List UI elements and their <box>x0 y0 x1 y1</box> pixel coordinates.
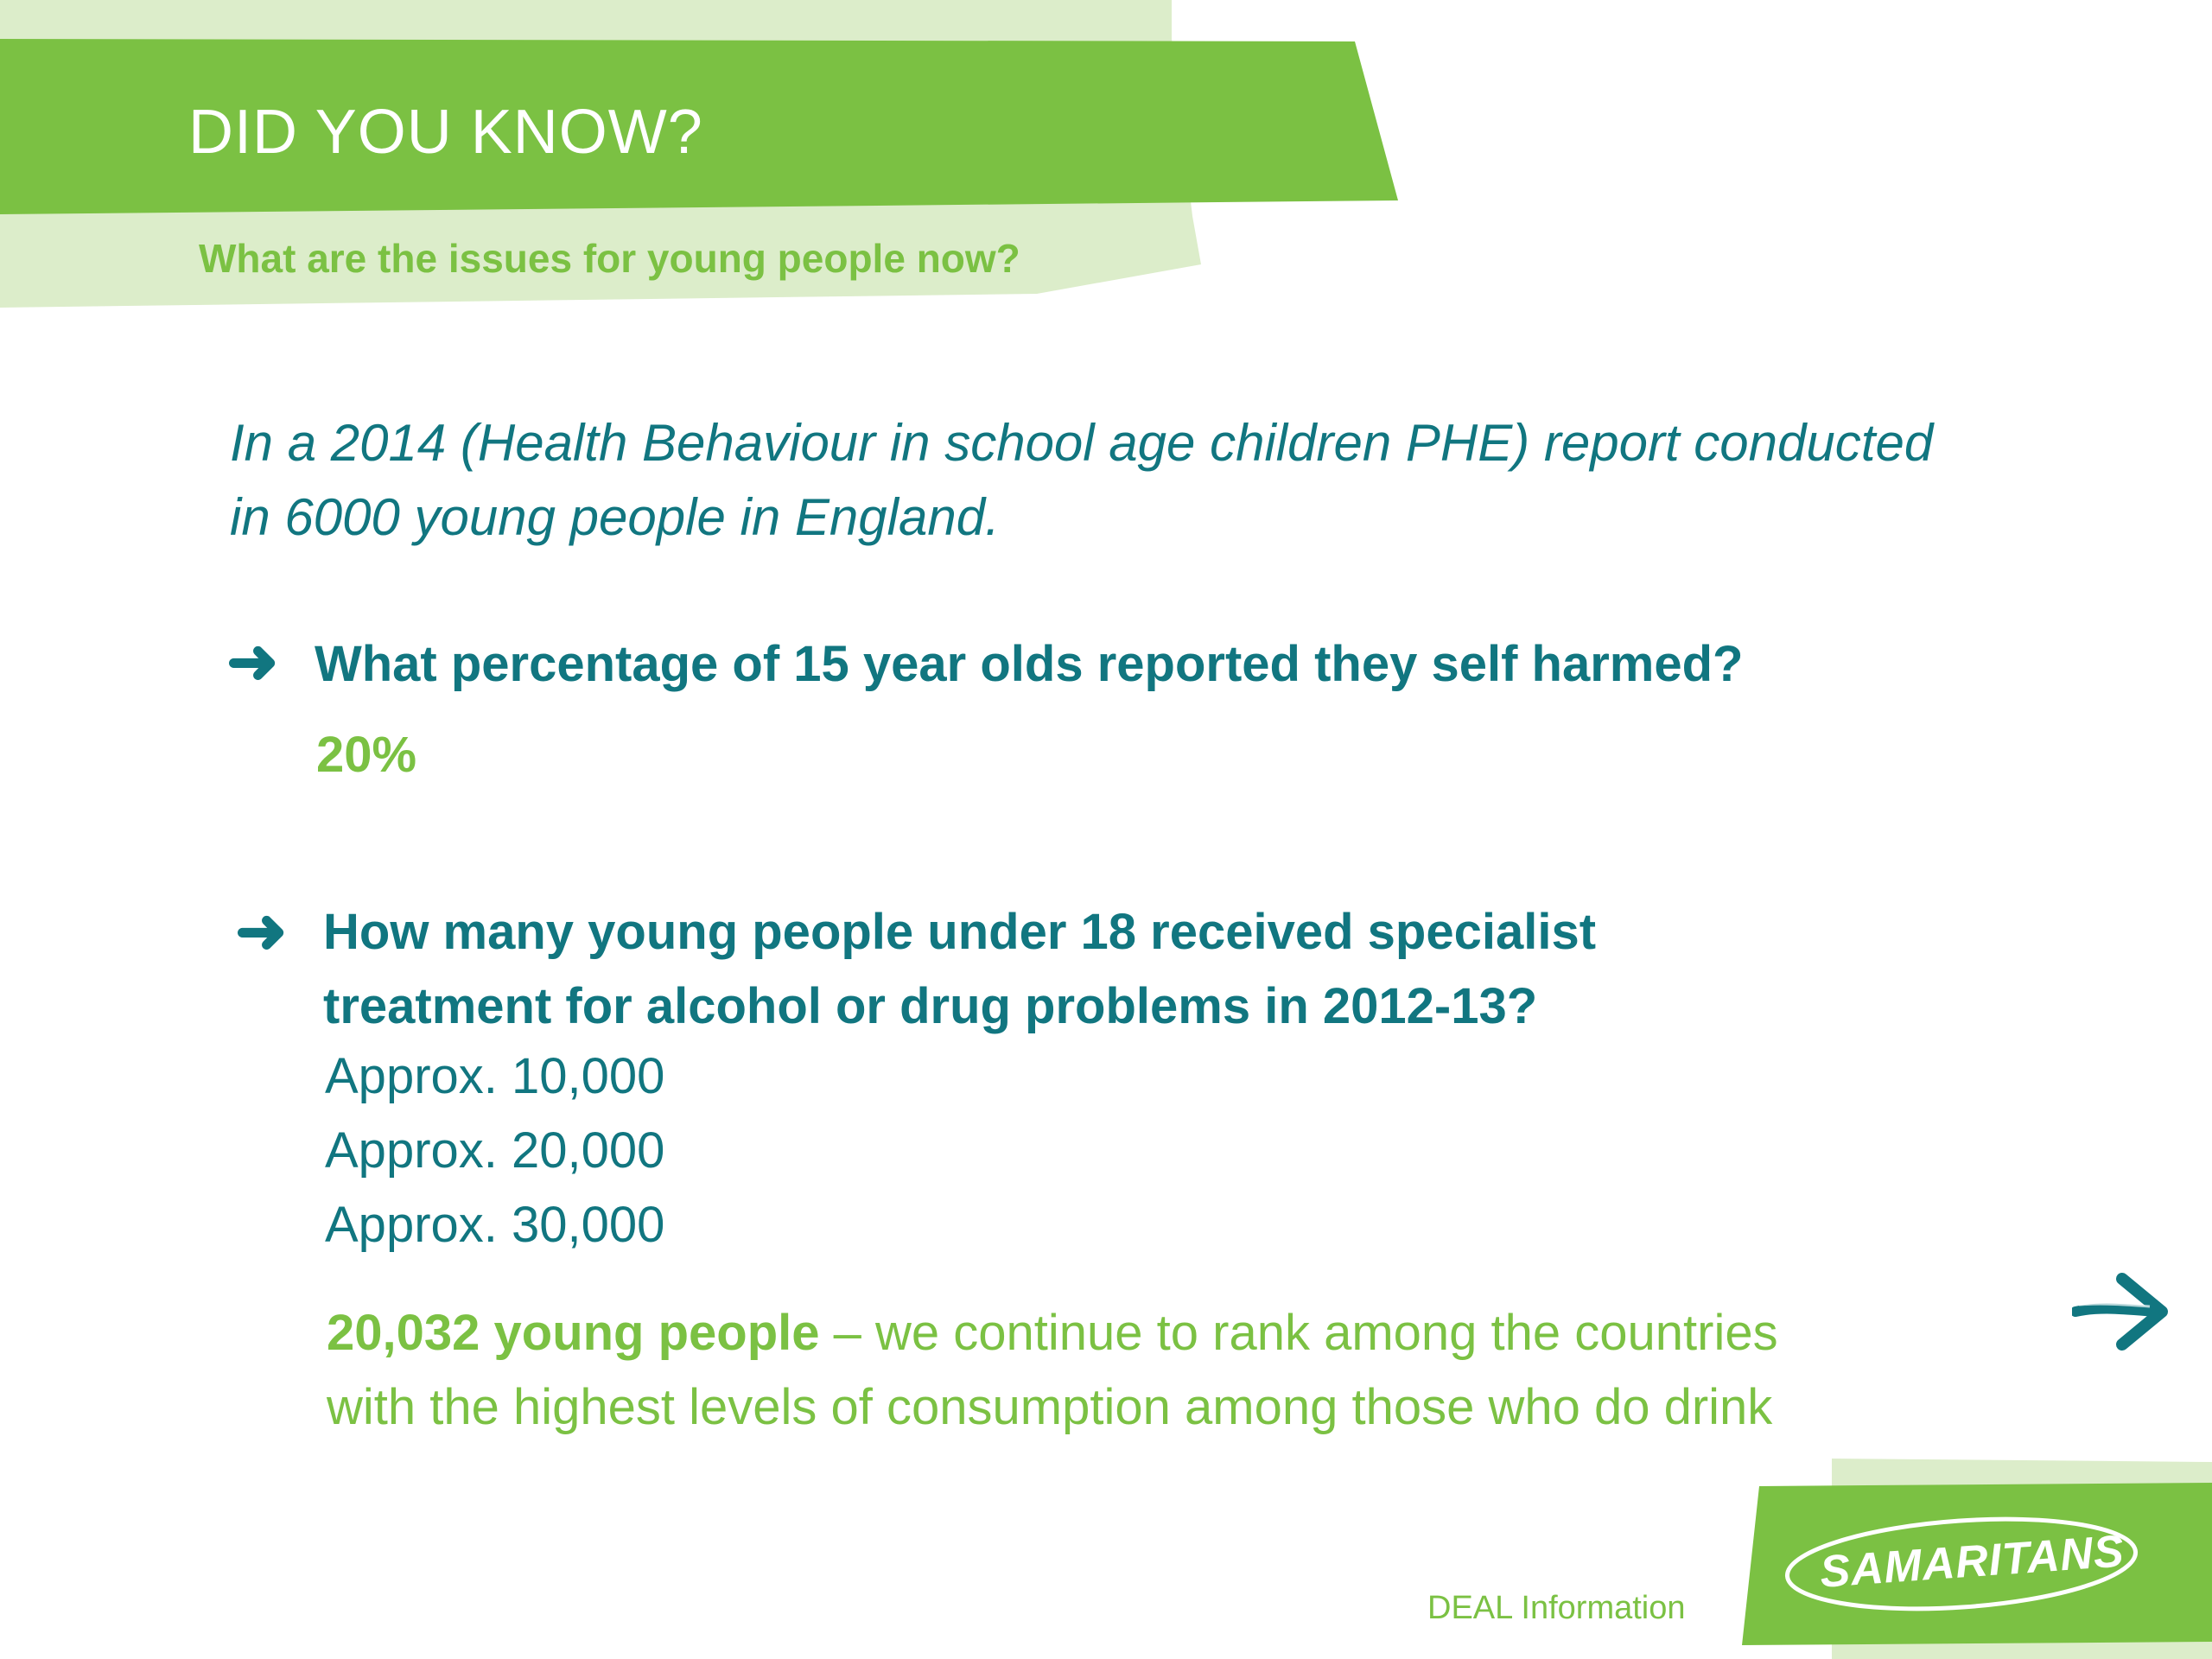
arrow-right-icon: ➜ <box>235 897 288 966</box>
arrow-right-icon: ➜ <box>226 627 279 696</box>
page-subtitle: What are the issues for young people now? <box>199 236 1020 281</box>
question-2: How many young people under 18 received specialist treatment for alcohol or drug problems in 2012-13? <box>323 904 1597 1034</box>
option-1: Approx. 10,000 <box>325 1048 665 1104</box>
option-3: Approx. 30,000 <box>325 1197 665 1253</box>
answer-2-highlight: 20,032 young people <box>327 1305 820 1361</box>
footer-label: DEAL Information <box>1427 1590 1686 1626</box>
page-title: DID YOU KNOW? <box>188 98 703 167</box>
answer-1: 20% <box>316 727 417 783</box>
question-1: What percentage of 15 year olds reported they self harmed? <box>315 636 1744 692</box>
answer-2-detail: – we continue to rank among the countries with the highest levels of consumption among those who do drink <box>327 1305 1778 1435</box>
next-arrow-icon[interactable] <box>2072 1268 2174 1355</box>
samaritans-logo <box>1780 1512 2143 1614</box>
answer-2 <box>327 1296 1796 1445</box>
logo-text: SAMARITANS <box>1818 1526 2126 1598</box>
option-2: Approx. 20,000 <box>325 1122 665 1179</box>
intro-text: In a 2014 (Health Behaviour in school age children PHE) report conducted in 6000 young people in England. <box>230 414 1934 546</box>
